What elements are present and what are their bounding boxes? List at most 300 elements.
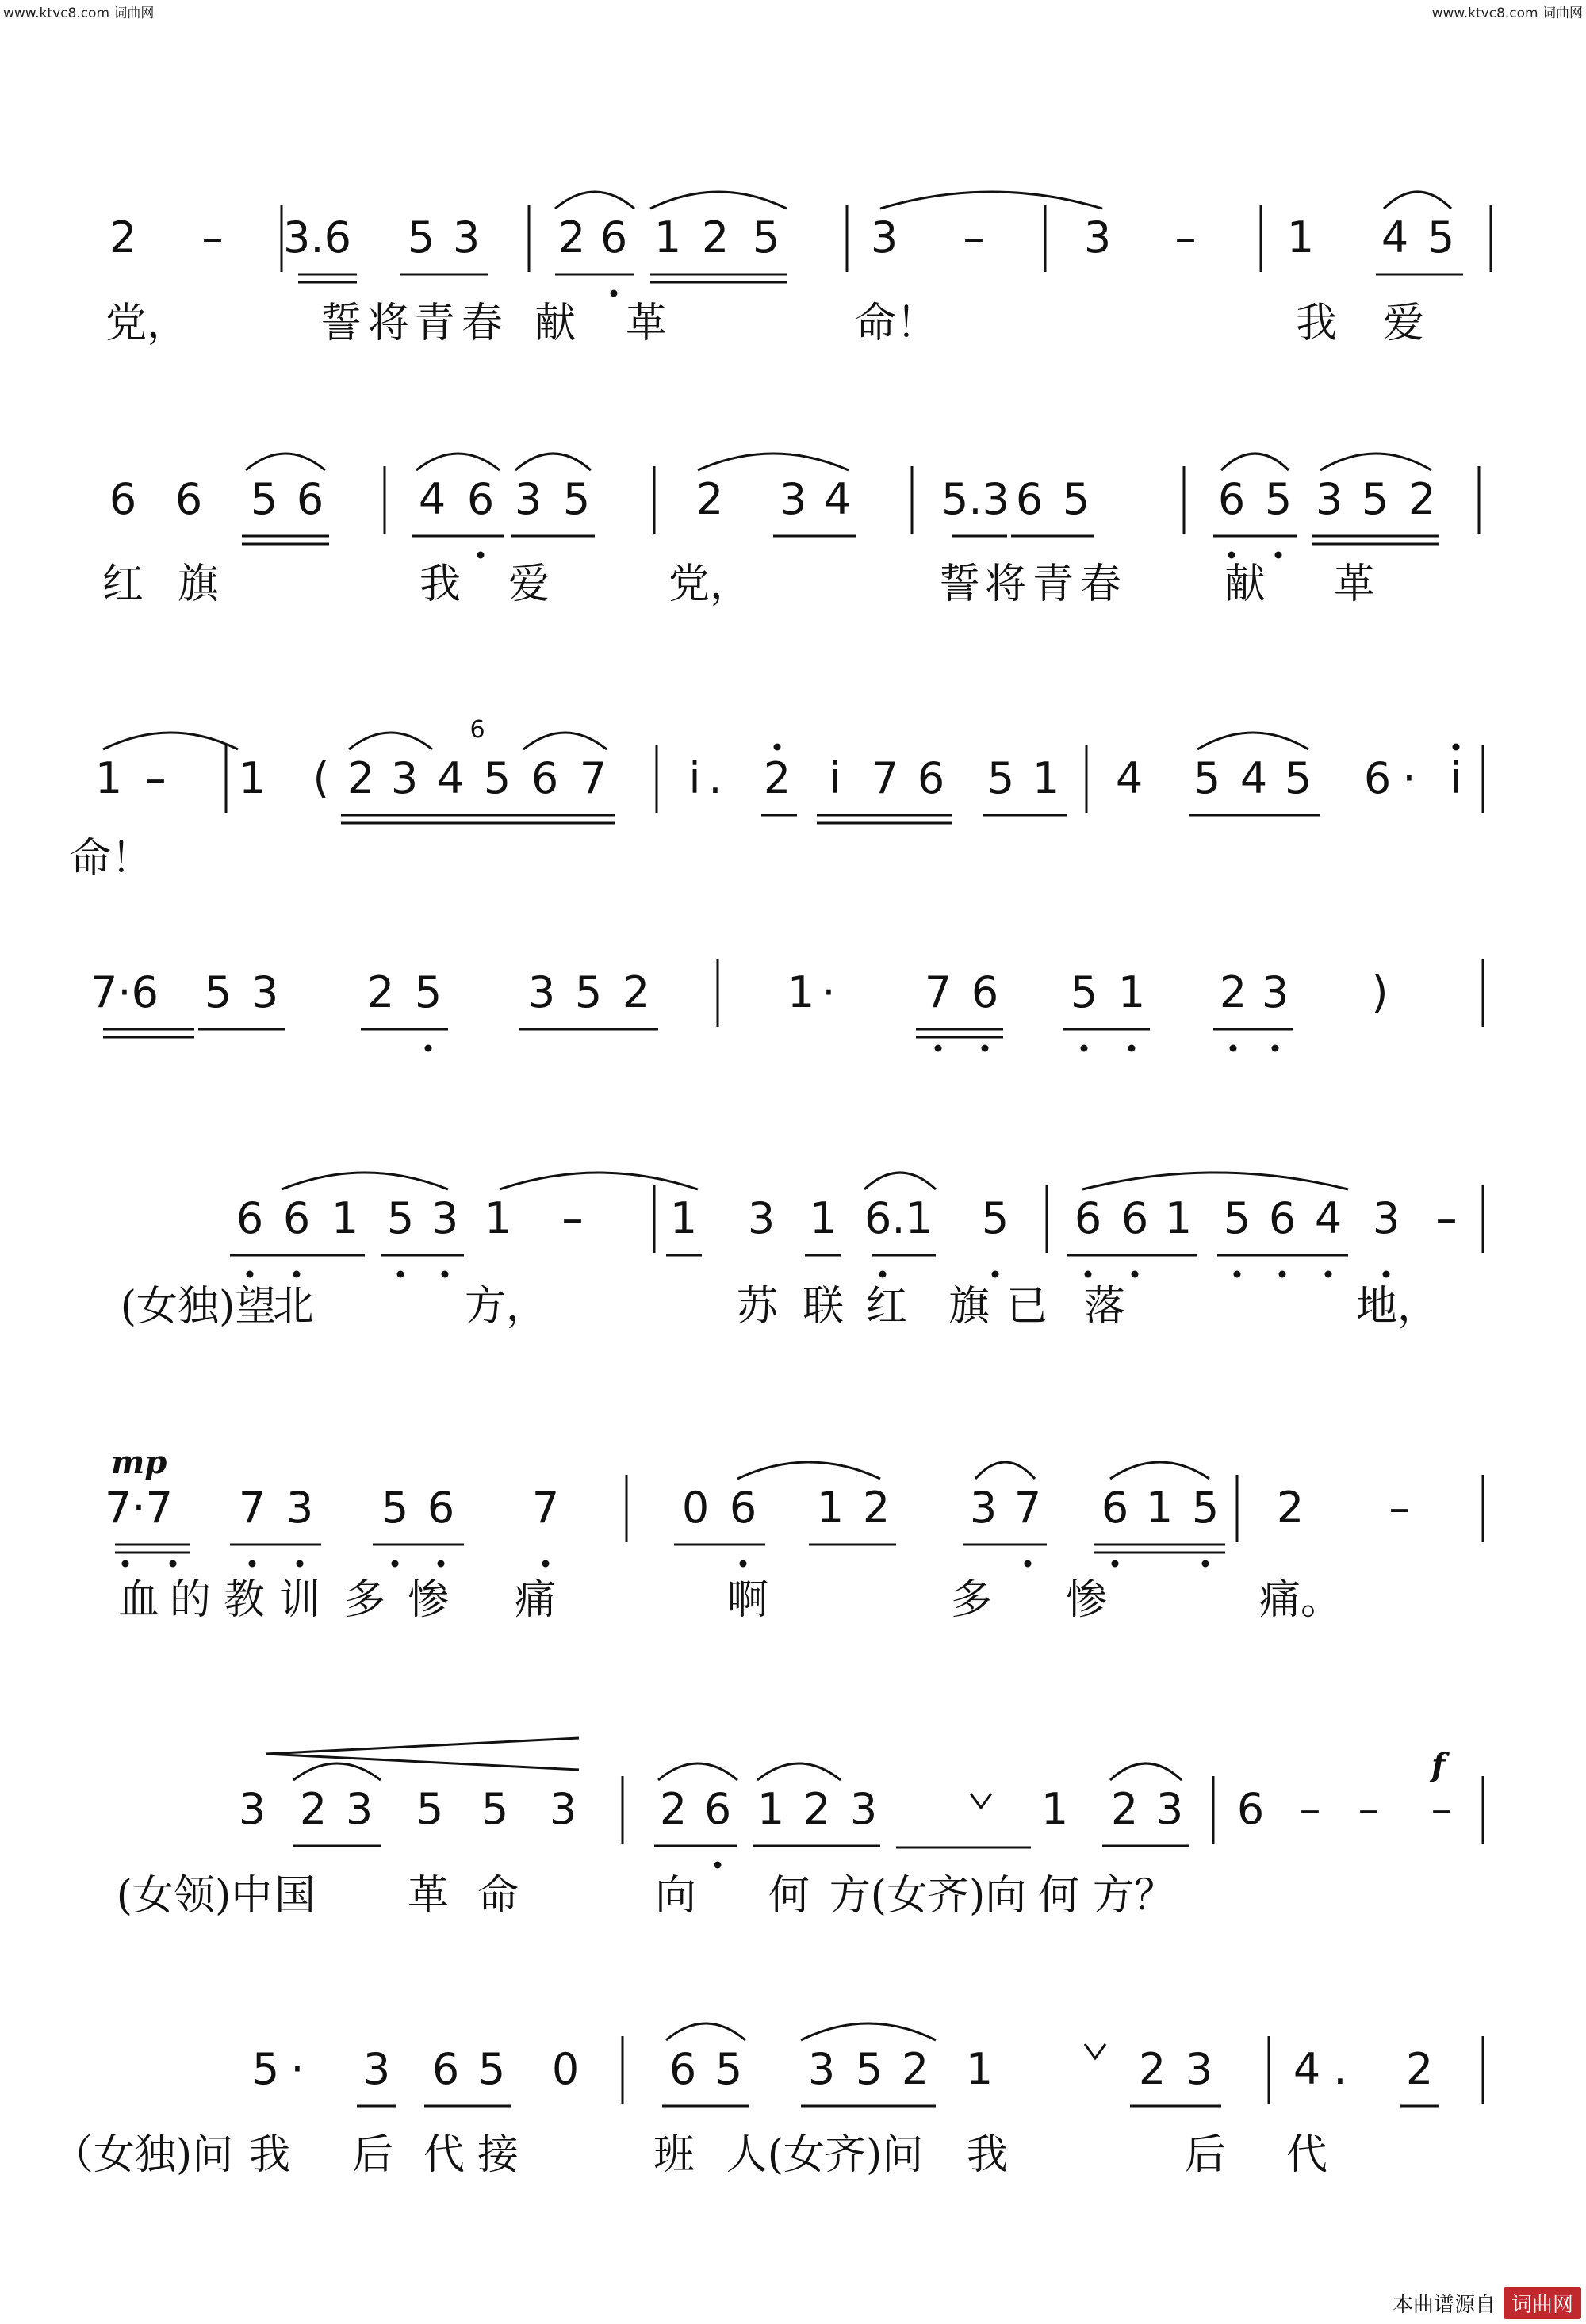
jianpu-note: 3 xyxy=(431,1193,459,1243)
jianpu-note: 5 xyxy=(981,1193,1009,1243)
jianpu-note: 3 xyxy=(251,967,279,1017)
jianpu-note: 2 xyxy=(1408,474,1436,524)
jianpu-note: 6 xyxy=(1101,1483,1129,1533)
jianpu-note: 3 xyxy=(527,967,556,1017)
jianpu-note: . xyxy=(1333,2044,1347,2094)
slur xyxy=(1110,1763,1182,1780)
jianpu-note: 6 xyxy=(1074,1193,1102,1243)
jianpu-note: 3 xyxy=(807,2044,836,2094)
lyric-syllable: （女独)问 xyxy=(52,2131,234,2179)
lyric-syllable: 痛。 xyxy=(1258,1576,1343,1624)
jianpu-note: 3 xyxy=(1185,2044,1213,2094)
jianpu-note: 4 xyxy=(1115,753,1144,803)
jianpu-note: 7 xyxy=(531,1483,560,1533)
octave-dot xyxy=(1453,744,1460,751)
jianpu-note: 5 xyxy=(1427,212,1455,262)
slur xyxy=(698,454,849,470)
jianpu-note: 5 xyxy=(250,474,278,524)
jianpu-note: 7 xyxy=(871,753,899,803)
slur xyxy=(801,2023,936,2040)
jianpu-note: 6 xyxy=(282,1193,311,1243)
lyric-line-1 xyxy=(105,300,1424,347)
octave-dot xyxy=(122,1560,129,1568)
lyric-syllable: 何 xyxy=(768,1872,810,1920)
slur xyxy=(864,1173,936,1189)
lyric-syllable: 我 xyxy=(966,2131,1009,2179)
jianpu-note: 5 xyxy=(574,967,603,1017)
tuplet-number: 6 xyxy=(469,716,485,744)
lyric-syllable: 献 xyxy=(534,300,577,347)
slur xyxy=(666,2023,745,2040)
jianpu-note: 4 xyxy=(418,474,446,524)
octave-dot xyxy=(1234,1271,1241,1278)
lyric-syllable: 旗 xyxy=(177,561,220,608)
jianpu-note: 1 xyxy=(1032,753,1060,803)
jianpu-note: 5 xyxy=(1193,753,1221,803)
jianpu-note: 5 xyxy=(481,1784,509,1834)
jianpu-note: 5 xyxy=(386,1193,415,1243)
jianpu-note: i xyxy=(829,753,841,803)
jianpu-note: 6 xyxy=(236,1193,264,1243)
jianpu-note: – xyxy=(1174,212,1197,262)
jianpu-note: 4 xyxy=(436,753,465,803)
octave-dot xyxy=(774,744,781,751)
octave-dot xyxy=(293,1271,301,1278)
jianpu-note: – xyxy=(561,1193,584,1243)
music-line-7 xyxy=(239,1784,1453,1834)
jianpu-note: 3 xyxy=(390,753,419,803)
site-watermark-left: www.ktvc8.com 词曲网 xyxy=(3,6,155,21)
jianpu-note: – xyxy=(1435,1193,1458,1243)
lyric-syllable: 红 xyxy=(102,561,144,608)
jianpu-note: 6 xyxy=(109,474,137,524)
octave-dot xyxy=(1128,1045,1136,1052)
jianpu-note: 2 xyxy=(366,967,395,1017)
jianpu-note: 6 xyxy=(431,2044,460,2094)
octave-dot xyxy=(1132,1271,1139,1278)
dynamic-mp: mp xyxy=(111,1444,167,1481)
slur xyxy=(500,1173,698,1189)
jianpu-note: – xyxy=(1389,1483,1411,1533)
jianpu-note: 5 xyxy=(1284,753,1312,803)
jianpu-note: 7·6 xyxy=(90,967,159,1017)
jianpu-note: 1 xyxy=(816,1483,845,1533)
lyric-syllable: 班 xyxy=(653,2131,695,2179)
jianpu-note: 2 xyxy=(299,1784,328,1834)
slur xyxy=(1082,1173,1348,1189)
lyric-syllable: 代 xyxy=(1285,2131,1328,2179)
jianpu-note: 4 xyxy=(1381,212,1409,262)
jianpu-note: 2 xyxy=(109,212,137,262)
slur xyxy=(349,733,432,749)
jianpu-note: 6 xyxy=(971,967,999,1017)
jianpu-note: 6 xyxy=(1268,1193,1297,1243)
octave-dot xyxy=(992,1271,999,1278)
jianpu-note: 1 xyxy=(484,1193,512,1243)
jianpu-note: 6 xyxy=(1363,753,1392,803)
breath-mark xyxy=(1085,2044,1105,2058)
octave-dot xyxy=(740,1560,747,1568)
jianpu-note: 5 xyxy=(1361,474,1389,524)
site-badge: 词曲网 xyxy=(1504,2287,1581,2319)
jianpu-note: 5 xyxy=(714,2044,743,2094)
lyric-syllable: 惨 xyxy=(407,1576,450,1624)
jianpu-note: 6 xyxy=(703,1784,732,1834)
lyric-syllable: 献 xyxy=(1224,561,1266,608)
lyric-syllable: (女领)中 xyxy=(116,1872,273,1920)
octave-dot xyxy=(1325,1271,1332,1278)
jianpu-note: 5.3 xyxy=(941,474,1009,524)
jianpu-note: 6.1 xyxy=(864,1193,933,1243)
lyric-syllable: 旗 xyxy=(948,1283,990,1330)
jianpu-note: 3 xyxy=(969,1483,998,1533)
jianpu-note: 1 xyxy=(669,1193,698,1243)
jianpu-note: 5 xyxy=(204,967,232,1017)
octave-dot xyxy=(438,1560,445,1568)
lyric-syllable: 青 xyxy=(1032,561,1075,608)
slur xyxy=(282,1173,448,1189)
jianpu-note: 2 xyxy=(557,212,586,262)
jianpu-note: 5 xyxy=(562,474,591,524)
jianpu-note: 5 xyxy=(414,967,442,1017)
jianpu-note: 6 xyxy=(531,753,559,803)
jianpu-note: – xyxy=(963,212,985,262)
jianpu-note: 1 xyxy=(1164,1193,1193,1243)
jianpu-note: 5 xyxy=(407,212,435,262)
slur xyxy=(555,192,634,209)
jianpu-note: 4 xyxy=(1239,753,1268,803)
lyric-syllable: 党， xyxy=(668,561,752,608)
jianpu-note: 2 xyxy=(763,753,791,803)
octave-dot xyxy=(1025,1560,1032,1568)
jianpu-note: 2 xyxy=(695,474,724,524)
jianpu-note: 3 xyxy=(779,474,807,524)
lyric-syllable: 春 xyxy=(461,300,504,347)
jianpu-note: 5 xyxy=(1191,1483,1220,1533)
jianpu-note: 3 xyxy=(870,212,898,262)
lyric-syllable: 接 xyxy=(477,2131,519,2179)
slur xyxy=(737,1462,880,1479)
music-line-2 xyxy=(109,474,1435,524)
lyric-syllable: 我 xyxy=(248,2131,291,2179)
slur xyxy=(103,733,238,749)
lyric-syllable: 革 xyxy=(1333,561,1376,608)
slur xyxy=(293,1763,381,1780)
octave-dot xyxy=(392,1560,399,1568)
jianpu-note: 3 xyxy=(747,1193,776,1243)
lyric-syllable: 将 xyxy=(367,300,410,347)
octave-dot xyxy=(1275,552,1282,559)
music-line-8 xyxy=(252,2044,1433,2094)
octave-dot xyxy=(425,1045,432,1052)
jianpu-note: 3 xyxy=(1155,1784,1184,1834)
octave-dot xyxy=(935,1045,942,1052)
jianpu-note: · xyxy=(1402,753,1416,803)
lyric-syllable: 方， xyxy=(464,1283,548,1330)
jianpu-note: 3 xyxy=(1315,474,1343,524)
slur xyxy=(523,733,607,749)
jianpu-note: 3 xyxy=(285,1483,314,1533)
jianpu-note: 2 xyxy=(701,212,730,262)
jianpu-note: 6 xyxy=(1236,1784,1265,1834)
jianpu-note: 3 xyxy=(549,1784,577,1834)
jianpu-note: 1 xyxy=(1286,212,1315,262)
crescendo-hairpin xyxy=(266,1738,579,1770)
jianpu-note: 1 xyxy=(809,1193,837,1243)
notes-layer xyxy=(90,212,1461,2094)
lyric-syllable: 方？ xyxy=(1092,1872,1176,1920)
lyric-syllable: 爱 xyxy=(508,561,550,608)
octave-dot xyxy=(297,1560,304,1568)
jianpu-note: – xyxy=(1358,1784,1380,1834)
slur xyxy=(1110,1462,1209,1479)
jianpu-note: 5 xyxy=(251,2044,280,2094)
jianpu-note: – xyxy=(201,212,224,262)
jianpu-note: 7·7 xyxy=(105,1483,173,1533)
lyric-syllable: 联 xyxy=(802,1283,845,1330)
jianpu-note: 6 xyxy=(296,474,324,524)
slur xyxy=(757,1763,841,1780)
lyric-syllable: 代 xyxy=(423,2131,465,2179)
jianpu-note: 5 xyxy=(483,753,511,803)
jianpu-note: 2 xyxy=(347,753,375,803)
jianpu-note: 5 xyxy=(1264,474,1293,524)
jianpu-note: 2 xyxy=(1276,1483,1304,1533)
music-line-1 xyxy=(109,212,1454,262)
octave-dot xyxy=(170,1560,177,1568)
dynamic-f: f xyxy=(1431,1747,1446,1784)
jianpu-note: 1 xyxy=(94,753,123,803)
octave-dot xyxy=(1112,1560,1119,1568)
jianpu-note: 3 xyxy=(514,474,542,524)
lyric-syllable: (女独)望 xyxy=(120,1283,277,1330)
jianpu-note: 6 xyxy=(1217,474,1246,524)
lyric-syllable: 方(女齐)向 xyxy=(829,1872,1027,1920)
jianpu-note: 3 xyxy=(452,212,481,262)
lyric-syllable: 后 xyxy=(351,2131,394,2179)
jianpu-note: 5 xyxy=(1062,474,1090,524)
jianpu-note: 6 xyxy=(427,1483,455,1533)
jianpu-note: 2 xyxy=(1219,967,1247,1017)
lyric-syllable: 我 xyxy=(1295,300,1338,347)
slur xyxy=(1384,192,1451,209)
jianpu-note: 2 xyxy=(1405,2044,1434,2094)
octave-dot xyxy=(611,290,618,297)
jianpu-note: – xyxy=(1431,1784,1453,1834)
jianpu-note: 1 xyxy=(787,967,815,1017)
lyric-syllable: 北 xyxy=(272,1283,315,1330)
lyric-syllable: 的 xyxy=(169,1576,212,1624)
slur xyxy=(515,454,591,470)
lyric-syllable: 国 xyxy=(274,1872,316,1920)
jianpu-note: 0 xyxy=(681,1483,710,1533)
site-watermark-right: www.ktvc8.com 词曲网 xyxy=(1431,6,1583,21)
lyric-line-6 xyxy=(118,1576,1342,1624)
lyric-syllable: 苏 xyxy=(736,1283,779,1330)
jianpu-note: 0 xyxy=(551,2044,580,2094)
lyric-syllable: 红 xyxy=(865,1283,908,1330)
jianpu-note: 2 xyxy=(659,1784,688,1834)
octave-dot xyxy=(879,1271,887,1278)
lyric-syllable: 落 xyxy=(1083,1283,1126,1330)
jianpu-note: 7 xyxy=(238,1483,266,1533)
octave-dot xyxy=(1228,552,1235,559)
jianpu-note: 1 xyxy=(757,1784,785,1834)
jianpu-note: 7 xyxy=(1013,1483,1042,1533)
octave-dot xyxy=(397,1271,404,1278)
slur xyxy=(1320,454,1431,470)
slur xyxy=(1197,733,1308,749)
jianpu-note: 6 xyxy=(600,212,628,262)
jianpu-note: ( xyxy=(312,753,330,803)
jianpu-note: i xyxy=(1450,753,1462,803)
lyric-syllable: 向 xyxy=(654,1872,697,1920)
jianpu-note: 5 xyxy=(986,753,1015,803)
jianpu-note: 1 xyxy=(653,212,682,262)
music-line-5 xyxy=(236,1193,1458,1243)
jianpu-note: 2 xyxy=(622,967,650,1017)
jianpu-note: 1 xyxy=(1145,1483,1174,1533)
lyric-syllable: 将 xyxy=(984,561,1027,608)
jianpu-note: 3 xyxy=(1372,1193,1400,1243)
lyric-syllable: 党， xyxy=(105,300,189,347)
lyric-syllable: 命！ xyxy=(854,300,938,347)
octave-dot xyxy=(542,1560,550,1568)
source-text: 本曲谱源自 xyxy=(1392,2293,1496,2317)
lyric-syllable: 革 xyxy=(407,1872,450,1920)
jianpu-note: 7 xyxy=(579,753,607,803)
jianpu-note: 1 xyxy=(965,2044,994,2094)
jianpu-note: 2 xyxy=(803,1784,831,1834)
jianpu-note: 5 xyxy=(1223,1193,1251,1243)
octave-dot xyxy=(1202,1560,1209,1568)
lyric-syllable: 地， xyxy=(1355,1283,1439,1330)
lyric-syllable: 后 xyxy=(1184,2131,1227,2179)
jianpu-note: 1 xyxy=(1040,1784,1069,1834)
lyric-syllable: 已 xyxy=(1006,1283,1048,1330)
lyric-syllable: 痛 xyxy=(514,1576,557,1624)
jianpu-note: 3 xyxy=(238,1784,266,1834)
jianpu-note: 1 xyxy=(331,1193,359,1243)
jianpu-note: 3 xyxy=(1083,212,1112,262)
lyric-syllable: 多 xyxy=(343,1576,386,1624)
octave-dot xyxy=(247,1271,254,1278)
jianpu-note: 5 xyxy=(477,2044,506,2094)
lyric-syllable: 誓 xyxy=(320,300,362,347)
jianpu-note: 6 xyxy=(174,474,203,524)
jianpu-note: 2 xyxy=(1138,2044,1167,2094)
octave-dot xyxy=(249,1560,256,1568)
jianpu-note: 6 xyxy=(1121,1193,1149,1243)
jianpu-note: 2 xyxy=(862,1483,891,1533)
slur xyxy=(658,1763,737,1780)
jianpu-note: 4 xyxy=(1293,2044,1321,2094)
lyric-line-2 xyxy=(102,561,1375,608)
lyric-syllable: 血 xyxy=(117,1576,160,1624)
jianpu-note: ) xyxy=(1371,967,1389,1017)
jianpu-note: 2 xyxy=(901,2044,929,2094)
music-line-6 xyxy=(105,1483,1410,1533)
lyric-syllable: 多 xyxy=(950,1576,993,1624)
jianpu-note: 4 xyxy=(1314,1193,1343,1243)
lyric-syllable: 爱 xyxy=(1382,300,1425,347)
lyric-line-7 xyxy=(117,1872,1175,1920)
lyric-syllable: 青 xyxy=(413,300,456,347)
jianpu-note: . xyxy=(708,753,722,803)
lyric-line-8 xyxy=(52,2131,1327,2179)
octave-dot xyxy=(442,1271,449,1278)
jianpu-note: · xyxy=(822,967,836,1017)
jianpu-note: 6 xyxy=(466,474,495,524)
octave-dot xyxy=(1081,1045,1088,1052)
slur xyxy=(416,454,500,470)
jianpu-note: 3 xyxy=(345,1784,374,1834)
jianpu-note: 1 xyxy=(238,753,266,803)
octave-dot xyxy=(1230,1045,1237,1052)
jianpu-note: – xyxy=(1299,1784,1321,1834)
octave-dot xyxy=(477,552,485,559)
octave-dot xyxy=(1272,1045,1279,1052)
lyric-syllable: 何 xyxy=(1037,1872,1080,1920)
music-line-3 xyxy=(95,753,1462,803)
lyric-syllable: 誓 xyxy=(938,561,981,608)
octave-dot xyxy=(1279,1271,1286,1278)
jianpu-note: 6 xyxy=(668,2044,697,2094)
lyric-syllable: 命！ xyxy=(69,835,153,883)
jianpu-note: 1 xyxy=(1117,967,1146,1017)
jianpu-note: 7 xyxy=(924,967,952,1017)
jianpu-note: 5 xyxy=(416,1784,444,1834)
slur xyxy=(1221,454,1289,470)
octave-dot xyxy=(714,1862,722,1869)
jianpu-note: 4 xyxy=(823,474,852,524)
jianpu-note: 6 xyxy=(917,753,945,803)
jianpu-note: 3.6 xyxy=(283,212,351,262)
jianpu-note: i xyxy=(688,753,701,803)
octave-dot xyxy=(982,1045,989,1052)
breath-mark xyxy=(971,1794,991,1808)
lyric-syllable: 啊 xyxy=(726,1576,769,1624)
slur xyxy=(880,192,1102,209)
lyric-syllable: 人(女齐)问 xyxy=(726,2131,924,2179)
jianpu-note: – xyxy=(144,753,167,803)
jianpu-note: 3 xyxy=(849,1784,878,1834)
lyric-syllable: 教 xyxy=(223,1576,266,1624)
lyric-syllable: 春 xyxy=(1079,561,1122,608)
jianpu-note: 5 xyxy=(855,2044,883,2094)
slur xyxy=(246,454,325,470)
lyric-syllable: 革 xyxy=(625,300,668,347)
octave-dot xyxy=(1383,1271,1390,1278)
lyric-syllable: 惨 xyxy=(1065,1576,1108,1624)
jianpu-note: 5 xyxy=(381,1483,409,1533)
music-line-4 xyxy=(90,967,1388,1017)
source-footer xyxy=(1393,2287,1581,2319)
jianpu-note: 3 xyxy=(1261,967,1289,1017)
jianpu-note: 5 xyxy=(752,212,780,262)
lyric-line-5 xyxy=(121,1283,1439,1330)
jianpu-note: 5 xyxy=(1070,967,1098,1017)
octave-dot xyxy=(1085,1271,1092,1278)
jianpu-note: 3 xyxy=(362,2044,391,2094)
jianpu-note: 6 xyxy=(729,1483,757,1533)
lyric-syllable: 我 xyxy=(419,561,462,608)
slur xyxy=(650,192,787,209)
slur xyxy=(975,1462,1035,1479)
jianpu-note: 2 xyxy=(1110,1784,1139,1834)
lyric-syllable: 命 xyxy=(477,1872,519,1920)
lyric-line-3 xyxy=(70,835,152,883)
